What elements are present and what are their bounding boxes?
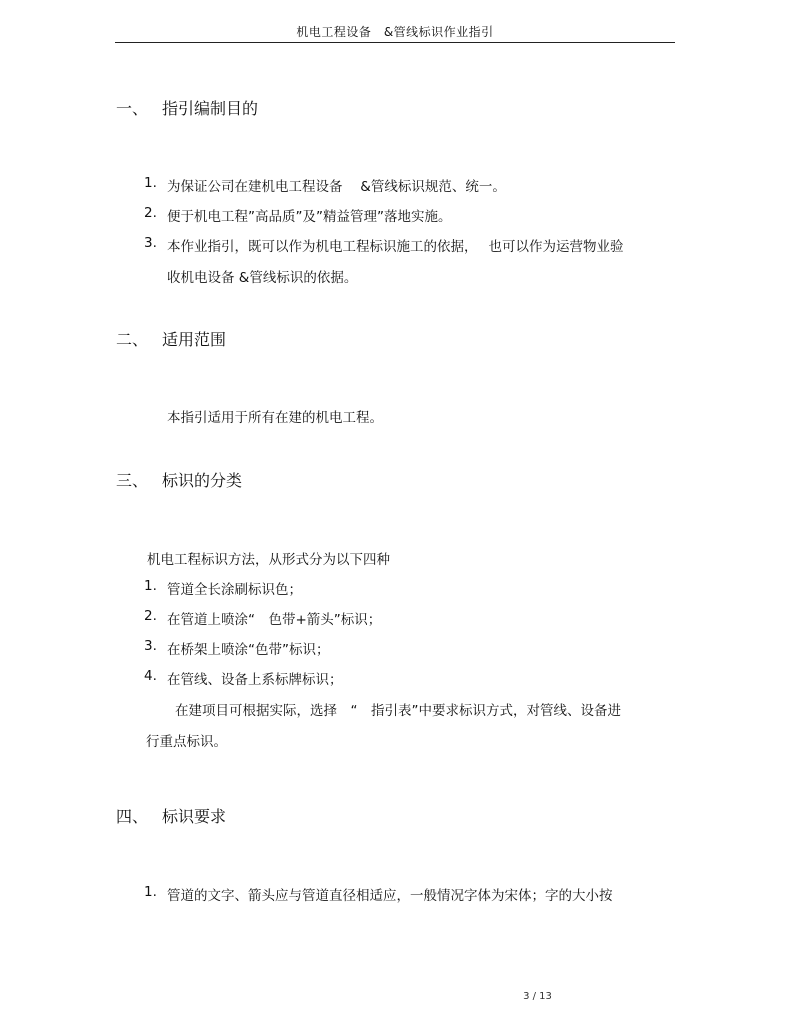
header-title: 机电工程设备 &管线标识作业指引: [296, 25, 494, 39]
section-number: 四、: [116, 807, 149, 826]
list-item-number: 4.: [144, 668, 157, 684]
list-item-text: 在桥架上喷涂“色带”标识；: [167, 642, 330, 658]
list-item-text: 在管道上喷涂“ 色带+箭头”标识；: [167, 612, 382, 628]
list-item-text-continued: 收机电设备 &管线标识的依据。: [167, 270, 358, 286]
list-item-number: 1.: [144, 578, 157, 594]
section-heading-4: [116, 804, 226, 827]
page-number: 3 / 13: [523, 991, 552, 1002]
section-number: 二、: [116, 330, 149, 349]
list-item-text: 为保证公司在建机电工程设备 &管线标识规范、统一。: [167, 179, 506, 195]
section-heading-3: [116, 468, 242, 491]
list-item-number: 3.: [144, 638, 157, 654]
section-heading-2: [116, 327, 226, 350]
list-item-text: 便于机电工程”高品质”及”精益管理”落地实施。: [167, 209, 452, 225]
list-item-number: 2.: [144, 608, 157, 624]
list-item-number: 2.: [144, 205, 157, 221]
section-title: 标识的分类: [162, 471, 243, 490]
list-item-number: 1.: [144, 884, 157, 900]
note-text: 在建项目可根据实际，选择 “ 指引表”中要求标识方式，对管线、设备进: [175, 703, 621, 719]
section-number: 三、: [116, 471, 149, 490]
section-title: 适用范围: [162, 330, 227, 349]
paragraph: 本指引适用于所有在建的机电工程。: [167, 410, 383, 426]
list-item-text: 本作业指引，既可以作为机电工程标识施工的依据， 也可以作为运营物业验: [167, 239, 624, 255]
list-item-text: 在管线、设备上系标牌标识；: [167, 672, 343, 688]
section-intro: 机电工程标识方法，从形式分为以下四种: [147, 552, 390, 568]
list-item-number: 1.: [144, 175, 157, 191]
list-item-text: 管道全长涂刷标识色；: [167, 582, 302, 598]
section-title: 标识要求: [162, 807, 227, 826]
section-number: 一、: [116, 99, 149, 118]
note-text-continued: 行重点标识。: [146, 734, 227, 750]
section-title: 指引编制目的: [162, 99, 259, 118]
header-rule: [115, 42, 675, 43]
list-item-text: 管道的文字、箭头应与管道直径相适应，一般情况字体为宋体；字的大小按: [167, 888, 613, 904]
section-heading-1: [116, 96, 258, 119]
list-item-number: 3.: [144, 235, 157, 251]
